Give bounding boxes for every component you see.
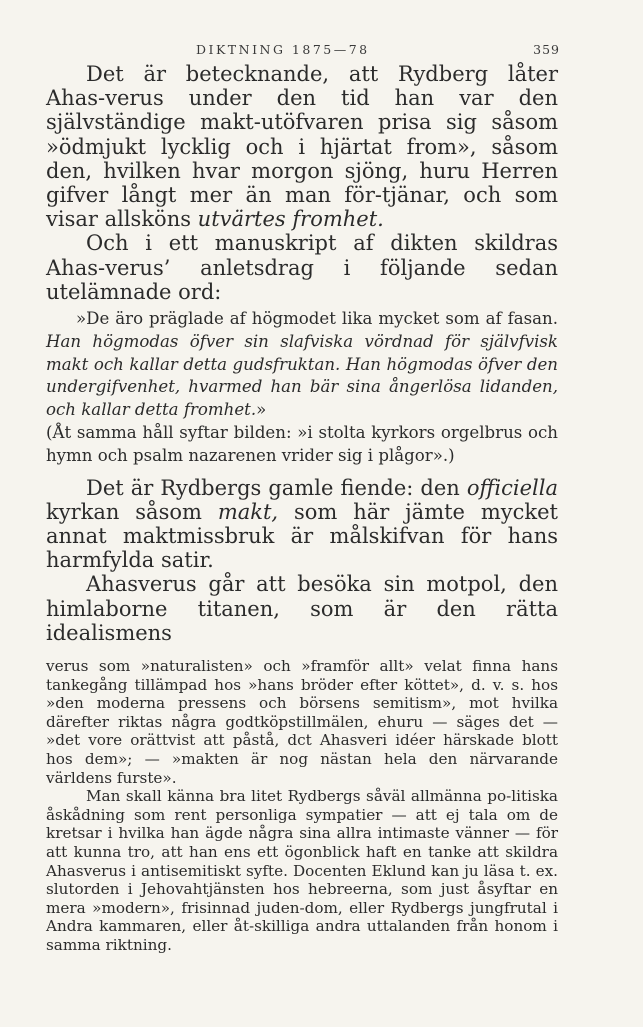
paragraph-3-text-b: kyrkan såsom bbox=[46, 499, 218, 524]
quote-text bbox=[46, 308, 558, 422]
quote-parenthetical: (Åt samma håll syftar bilden: »i stolta kyrkors orgelbrus och hymn och psalm nazarenen vrider sig i plågor».) bbox=[46, 423, 558, 465]
footnote-paragraph-2: Man skall känna bra litet Rydbergs såväl allmänna po-litiska åskådning som rent personliga sympatier — att ej tala om de kretsar i hvilka han ägde några sina allra intimaste vänner — för att kunna tro, att han ens ett ögonblick haft en tanke att skildra Ahasverus i antisemitiskt syfte. Docenten Eklund kan ju läsa t. ex. slutorden i Jehovahtjänsten hos hebreerna, som just åsyftar en mera »modern», frisinnad juden-dom, eller Rydbergs jungfrutal i Andra kammaren, eller åt-skilliga andra uttalanden från honom i samma riktning. bbox=[46, 787, 558, 954]
paragraph-3 bbox=[46, 476, 558, 573]
paragraph-3-text-c: som här jämte mycket annat maktmissbruk är målskifvan för hans harmfylda satir. bbox=[46, 499, 558, 573]
footnote bbox=[46, 657, 558, 955]
paragraph-1-italic: utvärtes fromhet. bbox=[197, 207, 384, 232]
paragraph-1-text: Det är betecknande, att Rydberg låter Ahas-verus under den tid han var den självständige makt-utöfvaren prisa sig såsom »ödmjukt lycklig och i hjärtat from», såsom den, hvilken hvar morgon sjöng, huru Herren gifver långt mer än man för-tjänar, och som visar allsköns bbox=[46, 62, 558, 232]
page-number: 359 bbox=[533, 42, 560, 57]
footnote-paragraph-1: verus som »naturalisten» och »framför allt» velat finna hans tankegång tillämpad hos »hans bröder efter köttet», d. v. s. hos »den moderna pressens och börsens semitism», mot hvilka därefter riktas några godtköpstillmälen, ehuru — säges det — »det vore orättvist att påstå, dct Ahasveri idéer härskade blott hos dem»; — »makten är nog nästan hela den närvarande världens furste». bbox=[46, 657, 558, 787]
quote-plain: »De äro präglade af högmodet lika mycket som af fasan. bbox=[76, 309, 558, 329]
paragraph-3-text-a: Det är Rydbergs gamle fiende: den bbox=[86, 475, 467, 500]
manuscript-quote bbox=[46, 308, 558, 468]
main-text-continued bbox=[46, 476, 558, 645]
page-header bbox=[46, 38, 558, 62]
book-page bbox=[46, 38, 558, 955]
main-text bbox=[46, 62, 558, 304]
paragraph-1 bbox=[46, 62, 558, 231]
paragraph-2: Och i ett manuskript af dikten skildras Ahas-verus’ anletsdrag i följande sedan utelämnade ord: bbox=[46, 231, 558, 304]
quote-italic: Han högmodas öfver sin slafviska vördnad för självfvisk makt och kallar detta gudsfruktan. Han högmodas öfver den undergifvenhet, hvarmed han bär sina ångerlösa lidanden, och kallar detta fromhet. bbox=[46, 331, 558, 420]
paragraph-3-italic-2: makt, bbox=[217, 499, 279, 524]
paragraph-3-italic-1: officiella bbox=[466, 475, 558, 500]
quote-close: » bbox=[256, 400, 267, 420]
paragraph-4: Ahasverus går att besöka sin motpol, den himlaborne titanen, som är den rätta idealismens bbox=[46, 572, 558, 645]
running-title: DIKTNING 1875—78 bbox=[196, 42, 370, 57]
